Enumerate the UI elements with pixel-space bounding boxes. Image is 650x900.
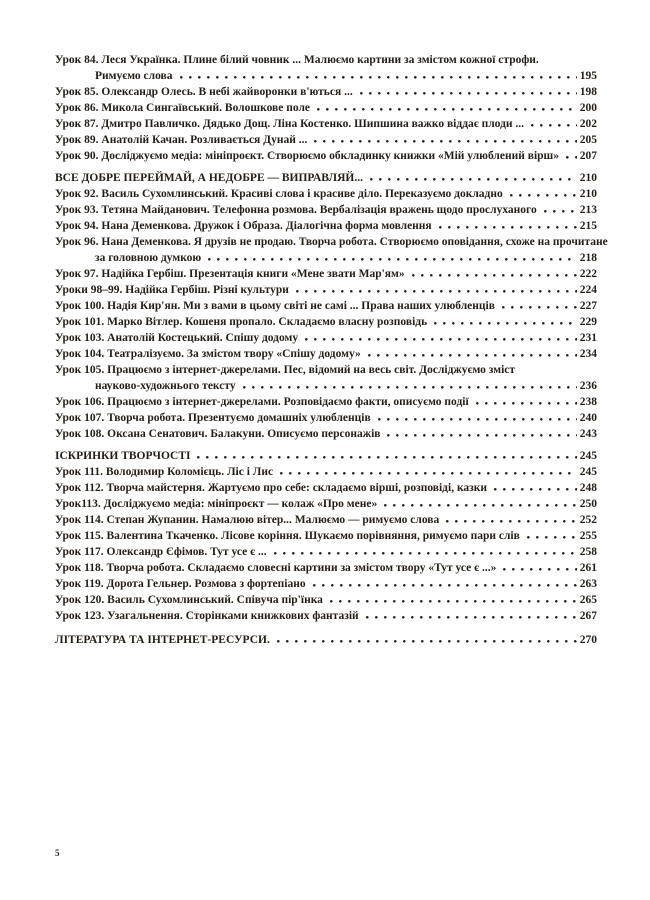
- toc-entry-text: Урок 115. Валентина Ткаченко. Лісове коріння. Шукаємо порівняння, римуємо пари слів: [55, 530, 520, 542]
- toc-entry-page: 234: [579, 348, 597, 360]
- toc-entry-continuation-text: Римуємо слова: [95, 70, 173, 82]
- toc-entry-text: Урок 101. Марко Вітлер. Кошеня пропало. Складаємо власну розповідь: [55, 316, 428, 328]
- toc-entry: [55, 148, 597, 164]
- toc-entry-text: Урок 87. Дмитро Павличко. Дядько Дощ. Ліна Костенко. Шипшина важко віддає плоди ...: [55, 118, 525, 130]
- toc-entry: [55, 512, 597, 528]
- toc-entry-page: 207: [579, 150, 597, 162]
- toc-entry-page: 250: [579, 498, 597, 510]
- toc-entry-text: Урок 117. Олександр Єфімов. Тут усе є ...: [55, 546, 267, 558]
- toc-entry-page: 227: [579, 300, 597, 312]
- toc-entry: [55, 234, 608, 266]
- dot-leader: [476, 402, 577, 405]
- dot-leader: [317, 108, 577, 111]
- toc-entry: [55, 410, 597, 426]
- toc-entry-page: 267: [579, 610, 597, 622]
- toc-entry-text: Урок 107. Творча робота. Презентуємо домашніх улюбленців: [55, 412, 371, 424]
- toc-entry-text: Урок 94. Нана Деменкова. Дружок і Образа. Діалогічна форма мовлення: [55, 220, 432, 232]
- dot-leader: [502, 306, 577, 309]
- dot-leader: [387, 434, 576, 437]
- toc-entry-text: Уроки 98–99. Надійка Гербіш. Різні культури: [55, 284, 289, 296]
- toc-entry: [55, 480, 597, 496]
- toc-entry-page: 198: [579, 86, 597, 98]
- dot-leader: [544, 210, 577, 213]
- toc-entry: [55, 116, 597, 132]
- dot-leader: [510, 194, 577, 197]
- toc-entry: [55, 186, 597, 202]
- toc-entry-continuation-text: науково-художнього тексту: [95, 380, 236, 392]
- dot-leader: [366, 616, 577, 619]
- toc-entry: [55, 282, 597, 298]
- toc-entry-page: 238: [579, 396, 597, 408]
- toc-entry-page: 263: [579, 578, 597, 590]
- toc-entry-page: 245: [579, 450, 597, 462]
- toc-entry: [55, 576, 597, 592]
- dot-leader: [439, 226, 577, 229]
- toc-entry: [55, 218, 597, 234]
- dot-leader: [274, 552, 577, 555]
- dot-leader: [280, 472, 577, 475]
- toc-entry-text: ВСЕ ДОБРЕ ПЕРЕЙМАЙ, А НЕДОБРЕ — ВИПРАВЛЯЙ...: [55, 172, 363, 184]
- toc-entry: [55, 544, 597, 560]
- toc-entry-page: 210: [579, 172, 597, 184]
- toc-entry-page: 210: [579, 188, 597, 200]
- toc-entry-text: Урок113. Досліджуємо медіа: мініпроєкт — колаж «Про мене»: [55, 498, 378, 510]
- toc-entry-text: ІСКРИНКИ ТВОРЧОСТІ: [55, 450, 191, 462]
- toc-entry-page: 205: [579, 134, 597, 146]
- dot-leader: [296, 290, 577, 293]
- toc-entry-page: 202: [579, 118, 597, 130]
- toc-entry: [55, 426, 597, 442]
- dot-leader: [494, 488, 577, 491]
- toc-entry-text: Урок 111. Володимир Коломієць. Ліс і Лис: [55, 466, 274, 478]
- toc-entry-text: Урок 92. Василь Сухомлинський. Красиві слова і красиве діло. Переказуємо докладно: [55, 188, 503, 200]
- toc-entry-page: 270: [579, 634, 597, 646]
- dot-leader: [330, 600, 577, 603]
- toc-entry: [55, 298, 597, 314]
- toc-entry-text: Урок 97. Надійка Гербіш. Презентація книги «Мене звати Мар'ям»: [55, 268, 405, 280]
- dot-leader: [412, 274, 577, 277]
- toc-entry: [55, 394, 597, 410]
- dot-leader: [531, 124, 577, 127]
- toc-entry-page: 215: [579, 220, 597, 232]
- toc-entry: [55, 100, 597, 116]
- toc-entry: [55, 362, 597, 394]
- folio-page-number: 5: [55, 848, 60, 858]
- toc-entry-page: 261: [579, 562, 597, 574]
- toc-entry-text: Урок 104. Театралізуємо. За змістом твору «Спішу додому»: [55, 348, 361, 360]
- toc-entry-page: 245: [579, 466, 597, 478]
- dot-leader: [566, 156, 577, 159]
- toc-entry-text: Урок 112. Творча майстерня. Жартуємо про себе: складаємо вірші, розповіді, казки: [55, 482, 488, 494]
- toc-entry-text: Урок 106. Працюємо з інтернет-джерелами. Розповідаємо факти, описуємо події: [55, 396, 469, 408]
- dot-leader: [277, 640, 577, 643]
- dot-leader: [378, 418, 577, 421]
- toc-entry-text: Урок 96. Нана Деменкова. Я друзів не продаю. Творча робота. Створюємо оповідання, схоже на прочитане: [55, 236, 608, 248]
- toc-entry-text: Урок 119. Дорота Гельнер. Розмова з фортепіано: [55, 578, 306, 590]
- dot-leader: [503, 568, 576, 571]
- toc-entry-text: Урок 93. Тетяна Майданович. Телефонна розмова. Вербалізація вражень щодо прослуханого: [55, 204, 537, 216]
- toc-entry-text: Урок 120. Василь Сухомлинський. Співуча пір'їнка: [55, 594, 323, 606]
- toc-entry-text: Урок 123. Узагальнення. Сторінками книжкових фантазій: [55, 610, 359, 622]
- toc-entry: [55, 84, 597, 100]
- toc-entry: [55, 560, 597, 576]
- dot-leader: [527, 536, 577, 539]
- toc-entry: [55, 314, 597, 330]
- toc-entry: [55, 330, 597, 346]
- toc-entry-text: Урок 118. Творча робота. Складаємо словесні картини за змістом твору «Тут усе є ...»: [55, 562, 497, 574]
- toc-entry-text: Урок 108. Оксана Сенатович. Балакуни. Описуємо персонажів: [55, 428, 381, 440]
- toc-entry-page: 218: [579, 252, 597, 264]
- toc-entry-text: Урок 84. Леся Українка. Плине білий човник ... Малюємо картини за змістом кожної строфи.: [55, 54, 539, 66]
- dot-leader: [434, 322, 577, 325]
- toc-entry: [55, 266, 597, 282]
- toc-entry-page: 255: [579, 530, 597, 542]
- toc-entry-text: Урок 105. Працюємо з інтернет-джерелами. Пес, відомий на весь світ. Досліджуємо зміст: [55, 364, 516, 376]
- toc-entry-page: 252: [579, 514, 597, 526]
- toc-entry: [55, 592, 597, 608]
- dot-leader: [313, 584, 577, 587]
- toc-section-heading: [55, 632, 597, 648]
- toc-entry: [55, 346, 597, 362]
- toc-entry-page: 222: [579, 268, 597, 280]
- dot-leader: [243, 386, 577, 389]
- toc-entry-text: Урок 100. Надія Кир'ян. Ми з вами в цьому світі не самі ... Права наших улюбленців: [55, 300, 495, 312]
- dot-leader: [370, 178, 577, 181]
- dot-leader: [314, 140, 576, 143]
- toc-entry: [55, 202, 597, 218]
- toc-entry-page: 200: [579, 102, 597, 114]
- toc-entry-page: 258: [579, 546, 597, 558]
- dot-leader: [360, 92, 577, 95]
- toc-entry-page: 265: [579, 594, 597, 606]
- toc-entry: [55, 496, 597, 512]
- toc-entry: [55, 52, 597, 84]
- toc-entry-page: 231: [579, 332, 597, 344]
- toc-entry: [55, 528, 597, 544]
- toc-entry-text: Урок 103. Анатолій Костецький. Спішу додому: [55, 332, 299, 344]
- toc-entry-page: 240: [579, 412, 597, 424]
- dot-leader: [197, 456, 576, 459]
- toc-entry-page: 213: [579, 204, 597, 216]
- toc-entry: [55, 608, 597, 624]
- toc-entry-page: 236: [579, 380, 597, 392]
- toc-entry-page: 248: [579, 482, 597, 494]
- toc-entry-text: Урок 89. Анатолій Качан. Розливається Дунай ...: [55, 134, 308, 146]
- toc-entry-page: 243: [579, 428, 597, 440]
- toc-entry-page: 229: [579, 316, 597, 328]
- toc-entry-page: 224: [579, 284, 597, 296]
- toc-entry-text: Урок 114. Степан Жупанин. Намалюю вітер... Малюємо — римуємо слова: [55, 514, 440, 526]
- toc-entry: [55, 132, 597, 148]
- toc-entry-text: Урок 85. Олександр Олесь. В небі жайворонки в'ються ...: [55, 86, 353, 98]
- dot-leader: [208, 258, 577, 261]
- dot-leader: [368, 354, 577, 357]
- table-of-contents: [55, 52, 608, 648]
- toc-entry-continuation-text: за головною думкою: [95, 252, 202, 264]
- toc-entry: [55, 464, 597, 480]
- toc-section-heading: [55, 170, 597, 186]
- toc-entry-page: 195: [579, 70, 597, 82]
- dot-leader: [446, 520, 576, 523]
- toc-section-heading: [55, 448, 597, 464]
- toc-entry-text: ЛІТЕРАТУРА ТА ІНТЕРНЕТ-РЕСУРСИ.: [55, 634, 270, 646]
- toc-entry-text: Урок 90. Досліджуємо медіа: мініпроєкт. Створюємо обкладинку книжки «Мій улюблений вірш»: [55, 150, 560, 162]
- dot-leader: [384, 504, 577, 507]
- dot-leader: [305, 338, 577, 341]
- toc-entry-text: Урок 86. Микола Сингаївський. Волошкове поле: [55, 102, 310, 114]
- dot-leader: [180, 76, 577, 79]
